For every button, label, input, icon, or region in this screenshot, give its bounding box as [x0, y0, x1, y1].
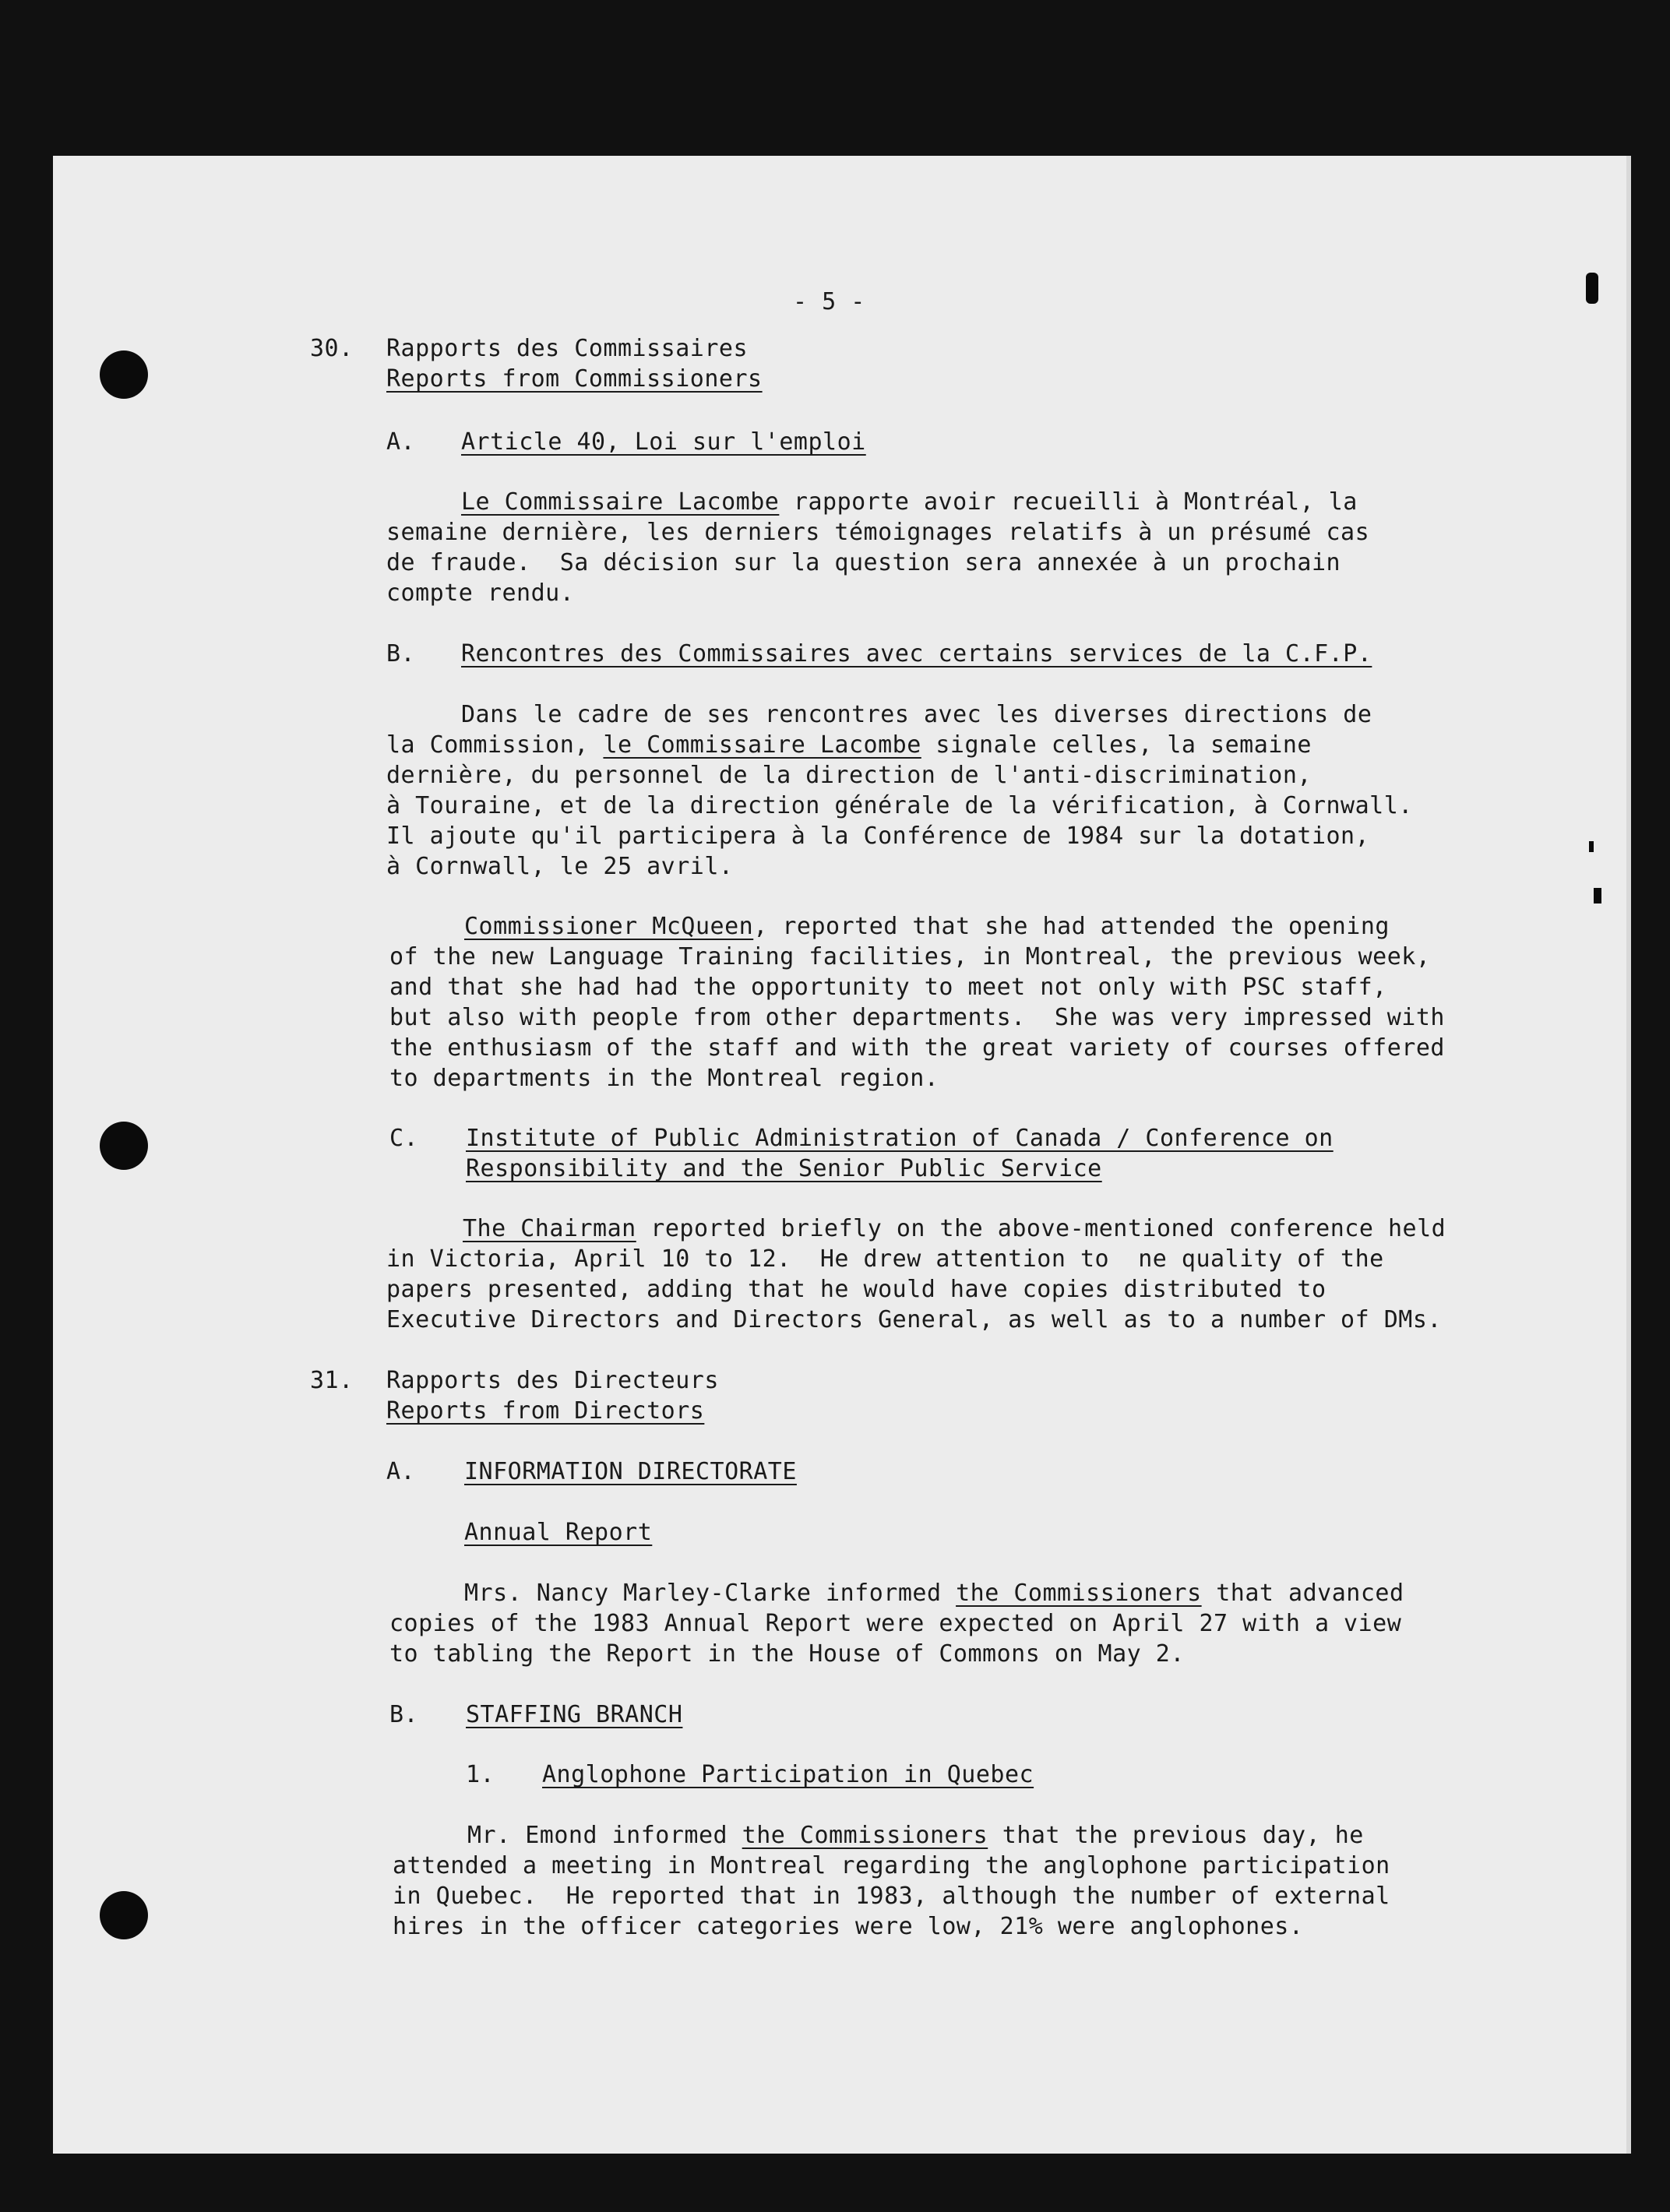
paragraph-line: to tabling the Report in the House of Commons on May 2. [389, 1640, 1185, 1668]
paragraph-line: in Victoria, April 10 to 12. He drew attention to ne quality of the [386, 1245, 1384, 1273]
subsection-heading: Responsibility and the Senior Public Service [466, 1155, 1102, 1182]
paragraph-line: The Chairman reported briefly on the above-mentioned conference held [463, 1215, 1446, 1242]
scan-edge-mark [1589, 841, 1594, 852]
paragraph-line: Le Commissaire Lacombe rapporte avoir recueilli à Montréal, la [461, 488, 1358, 516]
paragraph-line: to departments in the Montreal region. [389, 1065, 939, 1092]
paragraph-line: Commissioner McQueen, reported that she had attended the opening [464, 913, 1390, 940]
subsection-heading: STAFFING BRANCH [466, 1701, 683, 1728]
section-title-en: Reports from Commissioners [386, 365, 763, 393]
paragraph-line: semaine dernière, les derniers témoignages relatifs à un présumé cas [386, 519, 1370, 546]
subsection-letter: B. [386, 640, 416, 667]
scan-edge-mark [1594, 888, 1601, 903]
section-number: 31. [310, 1367, 354, 1394]
scan-edge-mark [1586, 273, 1598, 304]
paragraph-line: of the new Language Training facilities, in Montreal, the previous week, [389, 943, 1431, 970]
paragraph-line: Mrs. Nancy Marley-Clarke informed the Commissioners that advanced [464, 1580, 1404, 1607]
subsection-letter: A. [386, 1458, 416, 1485]
subsection-heading: Rencontres des Commissaires avec certains services de la C.F.P. [461, 640, 1372, 667]
item-number: 1. [466, 1761, 495, 1788]
paragraph-line: compte rendu. [386, 579, 575, 607]
paragraph-line: in Quebec. He reported that in 1983, although the number of external [393, 1883, 1390, 1910]
subsection-heading: INFORMATION DIRECTORATE [464, 1458, 797, 1485]
paragraph-line: papers presented, adding that he would have copies distributed to [386, 1276, 1326, 1303]
paragraph-line: Executive Directors and Directors General, as well as to a number of DMs. [386, 1306, 1442, 1333]
paragraph-line: and that she had had the opportunity to meet not only with PSC staff, [389, 974, 1387, 1001]
subsection-letter: A. [386, 428, 416, 456]
paragraph-line: de fraude. Sa décision sur la question sera annexée à un prochain [386, 549, 1341, 576]
paragraph-line: la Commission, le Commissaire Lacombe signale celles, la semaine [386, 731, 1312, 759]
paragraph-line: attended a meeting in Montreal regarding the anglophone participation [393, 1852, 1390, 1879]
page-number: - 5 - [793, 288, 865, 315]
section-number: 30. [310, 335, 354, 362]
punch-hole [100, 1122, 148, 1170]
punch-hole [100, 1891, 148, 1939]
subsection-letter: C. [389, 1125, 419, 1152]
paragraph-line: hires in the officer categories were low, 21% were anglophones. [393, 1913, 1304, 1940]
paragraph-line: Il ajoute qu'il participera à la Conférence de 1984 sur la dotation, [386, 822, 1370, 850]
subsection-heading: Institute of Public Administration of Canada / Conference on [466, 1125, 1334, 1152]
document-page [53, 156, 1631, 2154]
section-title-fr: Rapports des Commissaires [386, 335, 749, 362]
paragraph-line: the enthusiasm of the staff and with the great variety of courses offered [389, 1034, 1445, 1062]
paragraph-line: copies of the 1983 Annual Report were expected on April 27 with a view [389, 1610, 1402, 1637]
punch-hole [100, 350, 148, 399]
section-title-en: Reports from Directors [386, 1397, 705, 1425]
subsection-heading: Article 40, Loi sur l'emploi [461, 428, 866, 456]
paragraph-line: Dans le cadre de ses rencontres avec les diverses directions de [461, 701, 1372, 728]
subheading: Annual Report [464, 1519, 653, 1546]
subsection-letter: B. [389, 1701, 419, 1728]
item-heading: Anglophone Participation in Quebec [542, 1761, 1034, 1788]
paragraph-line: but also with people from other departments. She was very impressed with [389, 1004, 1445, 1031]
paragraph-line: à Touraine, et de la direction générale de la vérification, à Cornwall. [386, 792, 1413, 819]
paragraph-line: dernière, du personnel de la direction de l'anti-discrimination, [386, 762, 1312, 789]
section-title-fr: Rapports des Directeurs [386, 1367, 719, 1394]
paragraph-line: à Cornwall, le 25 avril. [386, 853, 734, 880]
paragraph-line: Mr. Emond informed the Commissioners that the previous day, he [467, 1822, 1364, 1849]
